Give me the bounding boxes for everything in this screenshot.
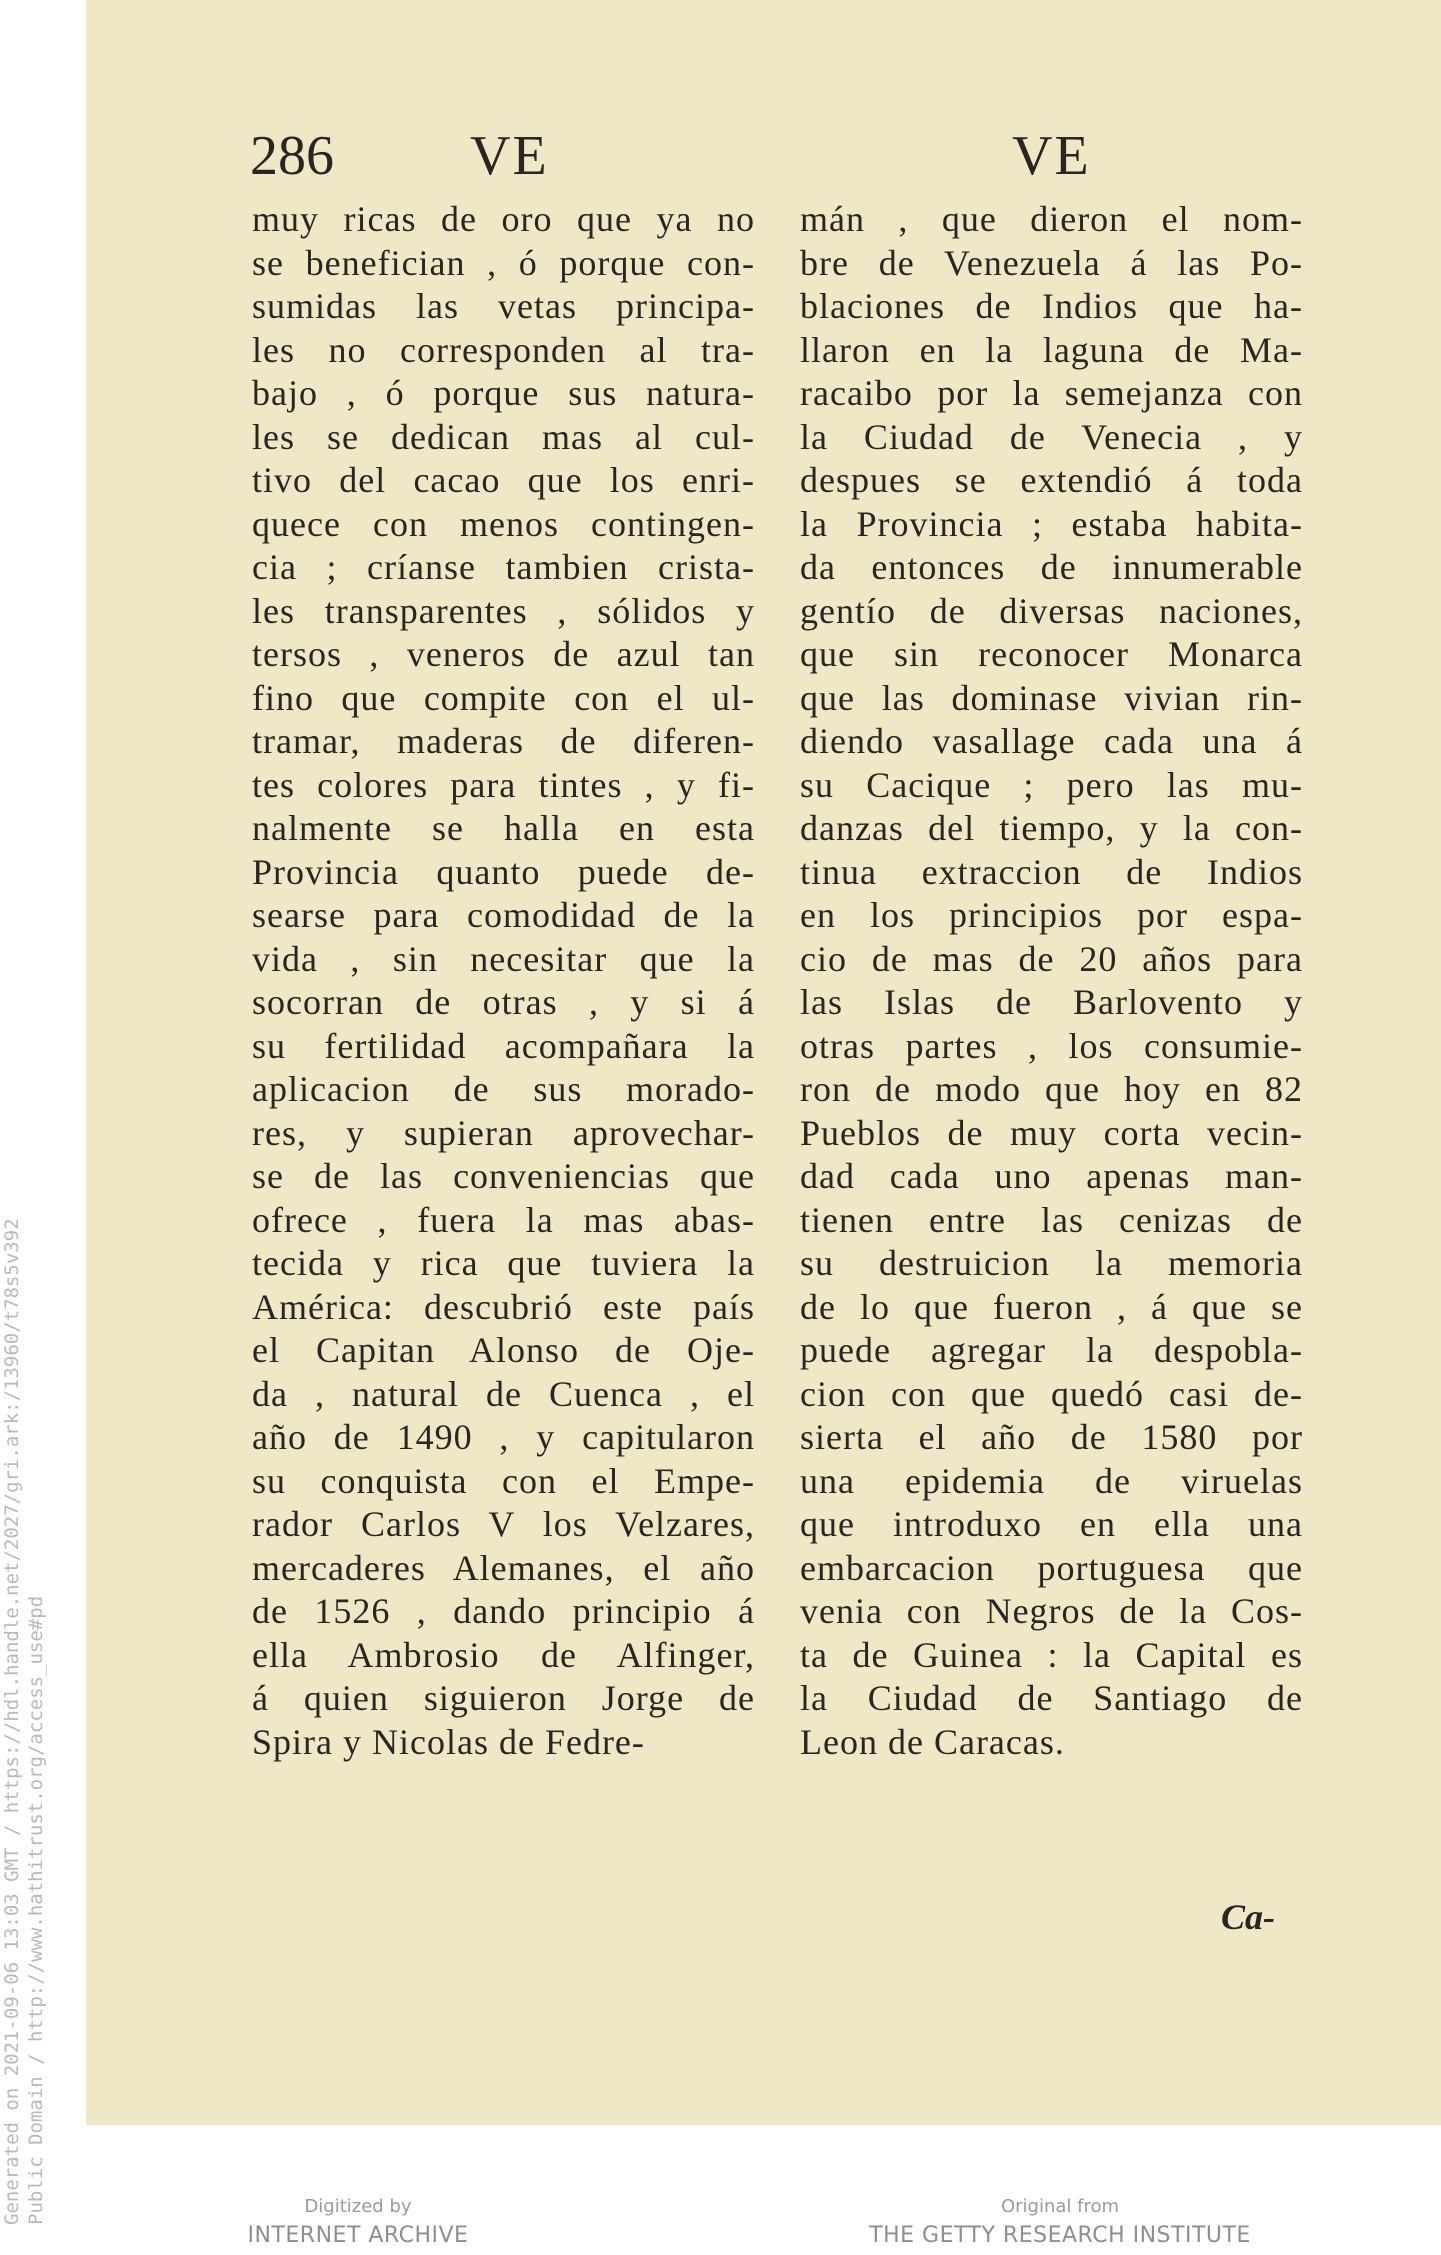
text-line: año de 1490 , y capitularon xyxy=(252,1417,755,1457)
text-line: que sin reconocer Monarca xyxy=(800,634,1303,674)
text-line: vida , sin necesitar que la xyxy=(252,938,755,979)
text-line: mercaderes Alemanes, el año xyxy=(252,1547,755,1588)
text-line: su destruicion la memoria xyxy=(800,1243,1303,1283)
text-line: venia con Negros de la Cos- xyxy=(800,1591,1303,1631)
text-line: cio de mas de 20 años para xyxy=(800,938,1303,979)
text-line: diendo vasallage cada una á xyxy=(800,721,1303,761)
text-line: res, y supieran aprovechar- xyxy=(252,1112,755,1153)
text-line: dad cada uno apenas man- xyxy=(800,1156,1303,1196)
text-line: ofrece , fuera la mas abas- xyxy=(252,1199,755,1240)
catchword: Ca- xyxy=(1221,1897,1275,1937)
text-line: les no corresponden al tra- xyxy=(252,329,755,370)
text-line: les se dedican mas al cul- xyxy=(252,416,755,457)
text-line: la Ciudad de Venecia , y xyxy=(800,416,1303,457)
text-line: bajo , ó porque sus natura- xyxy=(252,373,755,413)
text-line: de lo que fueron , á que se xyxy=(800,1286,1303,1327)
text-line: ron de modo que hoy en 82 xyxy=(800,1069,1303,1109)
text-line: Pueblos de muy corta vecin- xyxy=(800,1112,1303,1153)
text-line: Provincia quanto puede de- xyxy=(252,851,755,892)
text-line: América: descubrió este país xyxy=(252,1286,755,1327)
running-head-right: VE xyxy=(1012,125,1091,187)
text-line: racaibo por la semejanza con xyxy=(800,373,1303,413)
text-line: de 1526 , dando principio á xyxy=(252,1591,755,1631)
original-from-label: Original from xyxy=(1000,2196,1120,2217)
text-line: danzas del tiempo, y la con- xyxy=(800,808,1303,848)
text-line: la Ciudad de Santiago de xyxy=(800,1678,1303,1718)
text-line: embarcacion portuguesa que xyxy=(800,1547,1303,1588)
text-line: les transparentes , sólidos y xyxy=(252,590,755,631)
text-line: otras partes , los consumie- xyxy=(800,1025,1303,1066)
text-line: fino que compite con el ul- xyxy=(252,677,755,718)
text-line: da entonces de innumerable xyxy=(800,547,1303,587)
digitized-by-label: Digitized by xyxy=(304,2196,412,2217)
text-line: aplicacion de sus morado- xyxy=(252,1069,755,1109)
digitized-by-name: INTERNET ARCHIVE xyxy=(247,2223,469,2248)
text-line: sierta el año de 1580 por xyxy=(800,1417,1303,1457)
text-line: bre de Venezuela á las Po- xyxy=(800,242,1303,283)
text-line: el Capitan Alonso de Oje- xyxy=(252,1330,755,1370)
right-text-column xyxy=(800,198,1303,1764)
text-line: se de las conveniencias que xyxy=(252,1156,755,1196)
text-line: tecida y rica que tuviera la xyxy=(252,1243,755,1283)
text-line: Spira y Nicolas de Fedre- xyxy=(252,1721,645,1762)
text-line: muy ricas de oro que ya no xyxy=(252,199,755,239)
text-line: tinua extraccion de Indios xyxy=(800,851,1303,892)
text-line: tes colores para tintes , y fi- xyxy=(252,764,755,805)
text-line: su Cacique ; pero las mu- xyxy=(800,764,1303,805)
text-line: Leon de Caracas. xyxy=(800,1721,1065,1762)
left-text-column xyxy=(252,198,755,1764)
text-line: que las dominase vivian rin- xyxy=(800,677,1303,718)
hathitrust-watermark xyxy=(0,1218,48,2225)
text-line: ta de Guinea : la Capital es xyxy=(800,1634,1303,1675)
text-line: su fertilidad acompañara la xyxy=(252,1025,755,1066)
watermark-generated-line: Generated on 2021-09-06 13:03 GMT / https://hdl.handle.net/2027/gri.ark:/13960/t78s5v392 xyxy=(1,1218,23,2225)
text-line: tienen entre las cenizas de xyxy=(800,1199,1303,1240)
text-line: sumidas las vetas principa- xyxy=(252,286,755,326)
page-number: 286 xyxy=(250,125,334,187)
text-line: su conquista con el Empe- xyxy=(252,1460,755,1501)
text-line: se benefician , ó porque con- xyxy=(252,242,755,283)
running-head-left: VE xyxy=(470,125,549,187)
text-line: cion con que quedó casi de- xyxy=(800,1373,1303,1414)
text-line: rador Carlos V los Velzares, xyxy=(252,1504,755,1544)
text-line: tramar, maderas de diferen- xyxy=(252,721,755,761)
watermark-license-line: Public Domain / http://www.hathitrust.org/access_use#pd xyxy=(25,1595,47,2225)
text-line: la Provincia ; estaba habita- xyxy=(800,503,1303,544)
text-line: que introduxo en ella una xyxy=(800,1504,1303,1544)
text-line: gentío de diversas naciones, xyxy=(800,590,1303,631)
text-line: una epidemia de viruelas xyxy=(800,1460,1303,1501)
text-line: á quien siguieron Jorge de xyxy=(252,1678,755,1718)
text-line: puede agregar la despobla- xyxy=(800,1330,1303,1370)
text-line: tersos , veneros de azul tan xyxy=(252,634,755,674)
text-line: en los principios por espa- xyxy=(800,895,1303,935)
text-line: socorran de otras , y si á xyxy=(252,982,755,1022)
original-from-name: THE GETTY RESEARCH INSTITUTE xyxy=(869,2223,1251,2248)
text-line: mán , que dieron el nom- xyxy=(800,199,1303,239)
text-line: blaciones de Indios que ha- xyxy=(800,286,1303,326)
text-line: despues se extendió á toda xyxy=(800,460,1303,500)
text-line: nalmente se halla en esta xyxy=(252,808,755,848)
text-line: las Islas de Barlovento y xyxy=(800,982,1303,1022)
text-line: cia ; críanse tambien crista- xyxy=(252,547,755,587)
text-line: quece con menos contingen- xyxy=(252,503,755,544)
text-line: tivo del cacao que los enri- xyxy=(252,460,755,500)
text-line: searse para comodidad de la xyxy=(252,895,755,935)
text-line: llaron en la laguna de Ma- xyxy=(800,329,1303,370)
text-line: da , natural de Cuenca , el xyxy=(252,1373,755,1414)
text-line: ella Ambrosio de Alfinger, xyxy=(252,1634,755,1675)
